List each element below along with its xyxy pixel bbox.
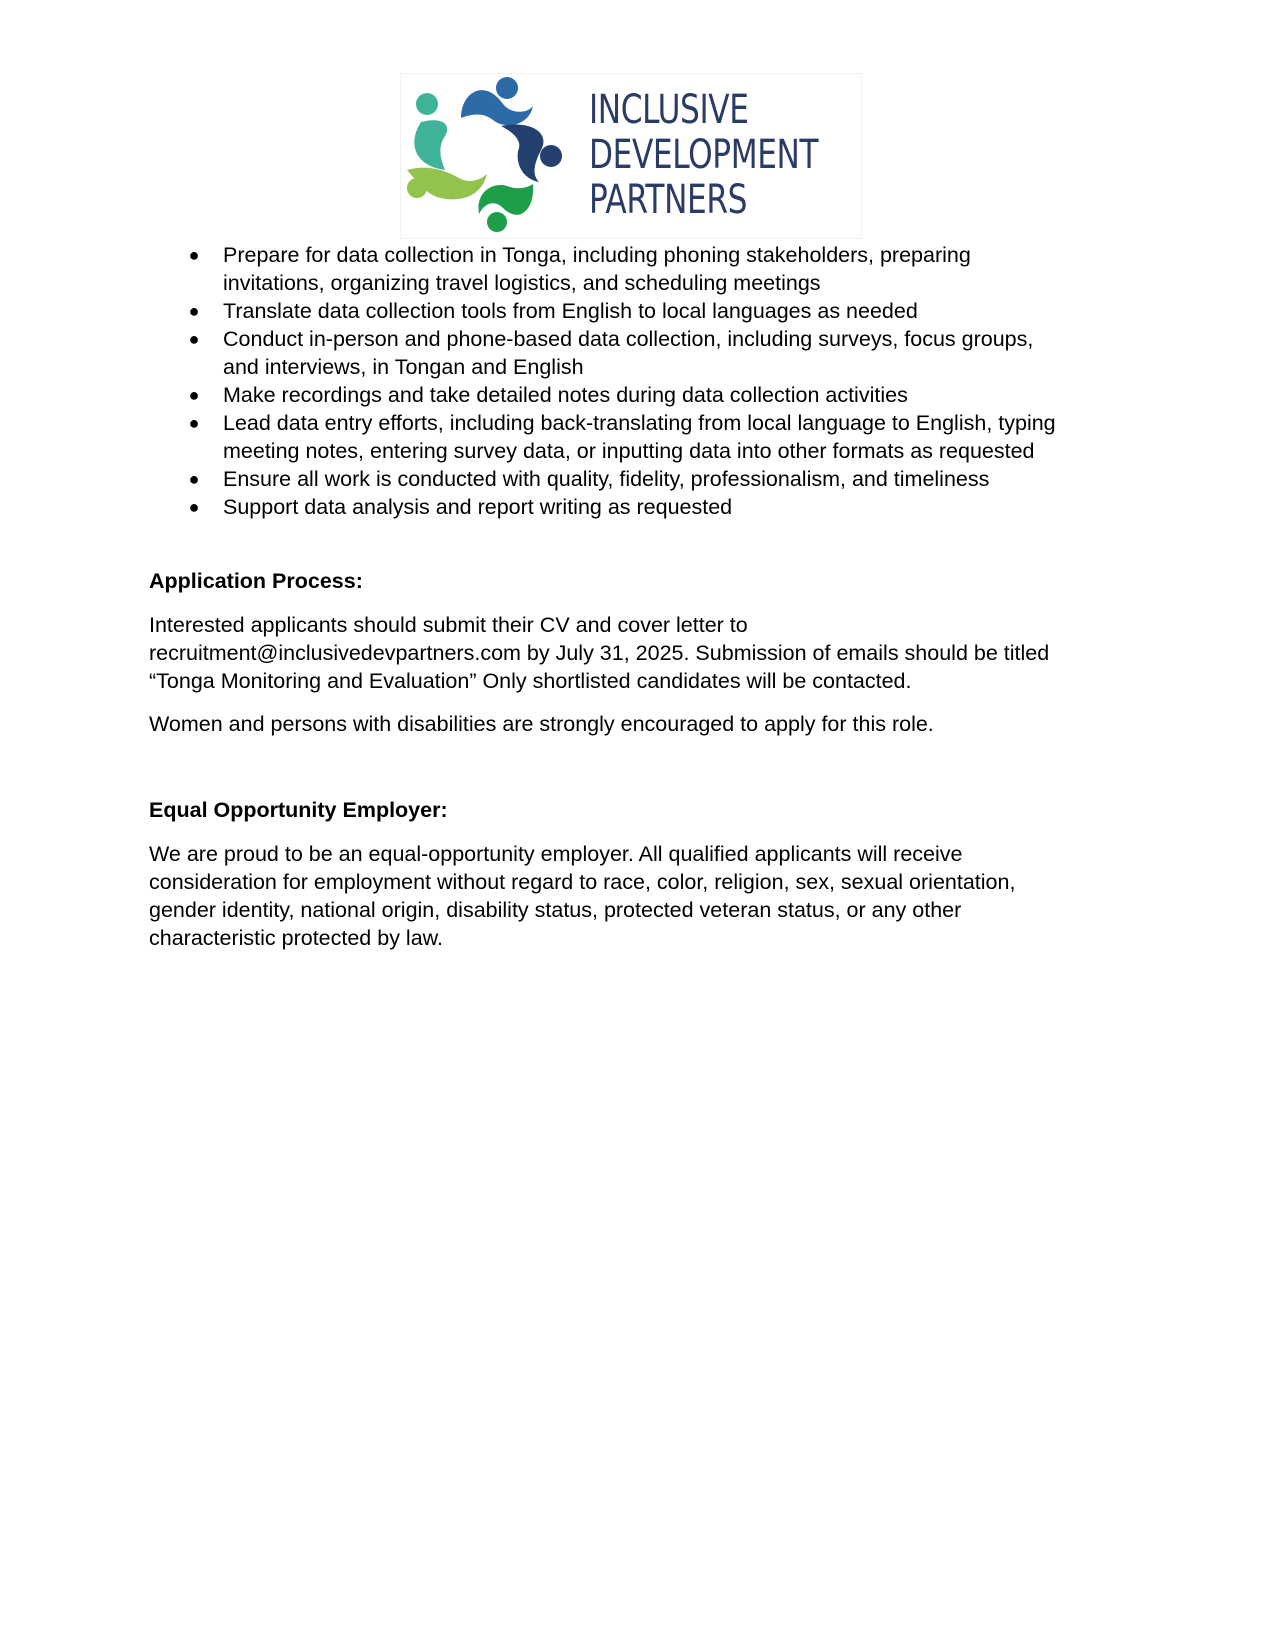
list-item-text: invitations, organizing travel logistics, and scheduling meetings — [223, 271, 821, 295]
application-line: Interested applicants should submit their CV and cover letter to — [149, 613, 748, 637]
company-logo — [401, 74, 861, 238]
list-item — [187, 465, 1137, 493]
bullet-icon: ● — [188, 329, 200, 349]
application-line-email: recruitment@inclusivedevpartners.com by July 31, 2025. Submission of emails should be titled — [149, 641, 1050, 665]
logo-navy-head — [540, 145, 562, 167]
application-line: “Tonga Monitoring and Evaluation” Only shortlisted candidates will be contacted. — [149, 669, 912, 693]
equal-opportunity-heading: Equal Opportunity Employer: — [149, 798, 448, 822]
equal-opportunity-line: consideration for employment without regard to race, color, religion, sex, sexual orientation, — [149, 870, 1016, 894]
list-item — [187, 241, 1137, 297]
logo-blue-body — [461, 90, 533, 125]
logo-navy-body — [501, 124, 543, 182]
equal-opportunity-paragraph — [149, 840, 1149, 952]
list-item-text: Ensure all work is conducted with quality, fidelity, professionalism, and timeliness — [223, 467, 990, 491]
list-item-text: Conduct in-person and phone-based data collection, including surveys, focus groups, — [223, 327, 1034, 351]
list-item-text: Translate data collection tools from English to local languages as needed — [223, 299, 918, 323]
logo-green-body — [478, 184, 533, 215]
logo-blue-head — [496, 77, 518, 99]
logo-wordmark — [589, 88, 818, 223]
list-item — [187, 297, 1137, 325]
list-item-text: and interviews, in Tongan and English — [223, 355, 584, 379]
list-item-text: Support data analysis and report writing as requested — [223, 495, 733, 519]
logo-teal-head — [416, 93, 438, 115]
bullet-icon: ● — [188, 469, 200, 489]
logo-line-1: INCLUSIVE — [589, 87, 749, 133]
application-heading: Application Process: — [149, 569, 363, 593]
list-item-text: Lead data entry efforts, including back-translating from local language to English, typing — [223, 411, 1056, 435]
application-paragraph — [149, 611, 1149, 695]
bullet-icon: ● — [188, 245, 200, 265]
bullet-icon: ● — [188, 385, 200, 405]
encouragement-paragraph: Women and persons with disabilities are strongly encouraged to apply for this role. — [149, 712, 934, 736]
bullet-icon: ● — [188, 301, 200, 321]
equal-opportunity-line: characteristic protected by law. — [149, 926, 443, 950]
list-item — [187, 409, 1137, 465]
bullet-icon: ● — [188, 413, 200, 433]
logo-green-head — [487, 212, 507, 232]
equal-opportunity-line: gender identity, national origin, disability status, protected veteran status, or any other — [149, 898, 962, 922]
bullet-icon: ● — [188, 497, 200, 517]
logo-people-circle-icon — [401, 74, 571, 238]
list-item-text: Make recordings and take detailed notes during data collection activities — [223, 383, 908, 407]
logo-line-2: DEVELOPMENT — [589, 132, 819, 178]
logo-line-3: PARTNERS — [589, 177, 748, 223]
responsibilities-list — [187, 241, 1137, 521]
list-item — [187, 493, 1137, 521]
equal-opportunity-line: We are proud to be an equal-opportunity employer. All qualified applicants will receive — [149, 842, 963, 866]
list-item — [187, 325, 1137, 381]
list-item-text: meeting notes, entering survey data, or inputting data into other formats as requested — [223, 439, 1035, 463]
list-item — [187, 381, 1137, 409]
logo-teal-body — [414, 120, 447, 170]
list-item-text: Prepare for data collection in Tonga, including phoning stakeholders, preparing — [223, 243, 971, 267]
